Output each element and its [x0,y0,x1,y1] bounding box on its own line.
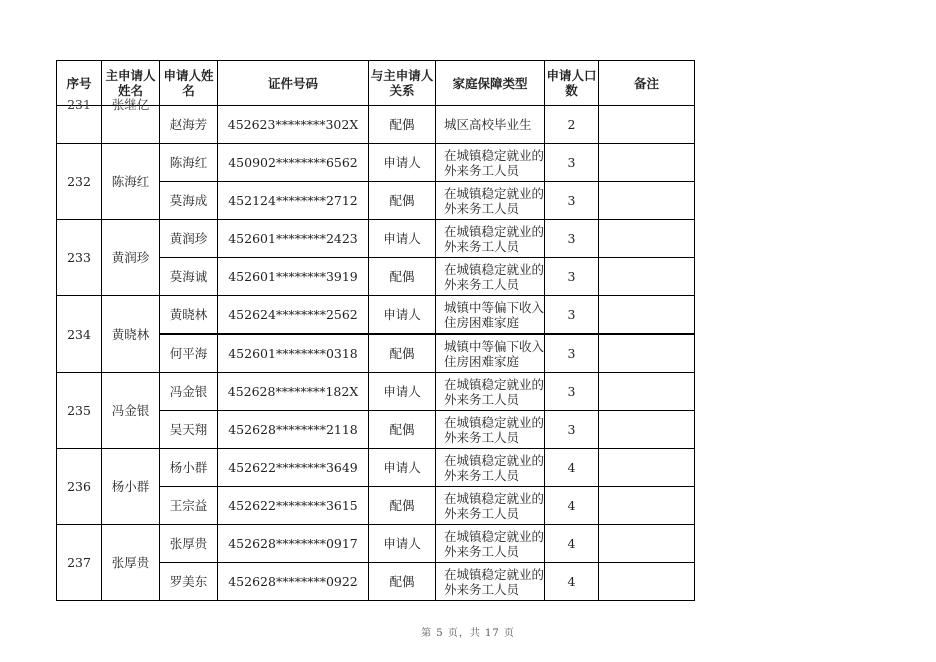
security-type: 在城镇稳定就业的外来务工人员 [436,144,545,182]
security-type: 在城镇稳定就业的外来务工人员 [436,525,545,563]
header-count: 申请人口数 [545,61,599,106]
header-applicant-name: 申请人姓名 [160,61,218,106]
id-number: 452622********3649 [218,449,369,487]
table-row [57,296,695,335]
applicant-name: 黄晓林 [160,296,218,335]
note [599,106,695,144]
security-type: 在城镇稳定就业的外来务工人员 [436,563,545,601]
security-type: 城镇中等偏下收入住房困难家庭 [436,334,545,373]
relation: 配偶 [369,411,436,449]
security-type: 在城镇稳定就业的外来务工人员 [436,449,545,487]
id-number: 452124********2712 [218,182,369,220]
header-type: 家庭保障类型 [436,61,545,106]
group-number: 236 [57,449,102,525]
applicant-name: 杨小群 [160,449,218,487]
group-number [57,97,102,144]
person-count: 4 [545,449,599,487]
header-note: 备注 [599,61,695,106]
note [599,220,695,258]
note [599,449,695,487]
main-applicant-name: 陈海红 [102,144,160,220]
person-count: 3 [545,144,599,182]
relation: 申请人 [369,296,436,335]
id-number: 452622********3615 [218,487,369,525]
person-count: 4 [545,563,599,601]
security-type: 在城镇稳定就业的外来务工人员 [436,182,545,220]
group-number: 235 [57,373,102,449]
group-number: 234 [57,296,102,373]
note [599,334,695,373]
security-type: 在城镇稳定就业的外来务工人员 [436,373,545,411]
id-number: 452628********0917 [218,525,369,563]
main-applicant-name-text: 张继亿 [111,97,150,112]
note [599,296,695,335]
person-count: 3 [545,411,599,449]
id-number: 452628********0922 [218,563,369,601]
applicant-name: 张厚贵 [160,525,218,563]
person-count: 3 [545,182,599,220]
note [599,563,695,601]
security-type: 城镇中等偏下收入住房困难家庭 [436,296,545,335]
header-id-number: 证件号码 [218,61,369,106]
table-row [57,525,695,563]
person-count: 2 [545,106,599,144]
table-row [57,144,695,182]
table-row [57,449,695,487]
person-count: 3 [545,296,599,335]
id-number: 452628********2118 [218,411,369,449]
note [599,144,695,182]
applicant-name: 何平海 [160,334,218,373]
note [599,182,695,220]
header-main-applicant: 主申请人姓名 [102,61,160,106]
person-count: 4 [545,487,599,525]
relation: 配偶 [369,334,436,373]
security-type: 城区高校毕业生 [436,106,545,144]
group-number: 237 [57,525,102,601]
relation: 申请人 [369,144,436,182]
person-count: 3 [545,220,599,258]
main-applicant-name: 冯金银 [102,373,160,449]
id-number: 452601********3919 [218,258,369,296]
relation: 配偶 [369,563,436,601]
id-number: 450902********6562 [218,144,369,182]
note [599,525,695,563]
applicant-name: 罗美东 [160,563,218,601]
relation: 申请人 [369,373,436,411]
id-number: 452601********0318 [218,334,369,373]
applicant-name: 赵海芳 [160,106,218,144]
id-number: 452624********2562 [218,296,369,335]
header-no: 序号 [57,61,102,106]
person-count: 3 [545,258,599,296]
applicant-name: 冯金银 [160,373,218,411]
applicant-table [56,60,695,601]
main-applicant-name [102,97,160,144]
table-row [57,220,695,258]
security-type: 在城镇稳定就业的外来务工人员 [436,411,545,449]
header-relation: 与主申请人关系 [369,61,436,106]
applicant-name: 莫海诚 [160,258,218,296]
relation: 配偶 [369,487,436,525]
main-applicant-name: 黄润珍 [102,220,160,296]
main-applicant-name: 张厚贵 [102,525,160,601]
person-count: 3 [545,373,599,411]
main-applicant-name: 杨小群 [102,449,160,525]
relation: 配偶 [369,106,436,144]
note [599,487,695,525]
applicant-name: 王宗益 [160,487,218,525]
applicant-name: 莫海成 [160,182,218,220]
table-row [57,373,695,411]
relation: 配偶 [369,258,436,296]
security-type: 在城镇稳定就业的外来务工人员 [436,220,545,258]
id-number: 452628********182X [218,373,369,411]
applicant-name: 黄润珍 [160,220,218,258]
applicant-name: 吴天翔 [160,411,218,449]
page-footer: 第 5 页，共 17 页 [421,628,515,639]
security-type: 在城镇稳定就业的外来务工人员 [436,258,545,296]
security-type: 在城镇稳定就业的外来务工人员 [436,487,545,525]
note [599,411,695,449]
relation: 申请人 [369,449,436,487]
person-count: 4 [545,525,599,563]
note [599,373,695,411]
group-number: 233 [57,220,102,296]
relation: 申请人 [369,220,436,258]
id-number: 452601********2423 [218,220,369,258]
applicant-name: 陈海红 [160,144,218,182]
note [599,258,695,296]
relation: 配偶 [369,182,436,220]
main-applicant-name: 黄晓林 [102,296,160,373]
person-count: 3 [545,334,599,373]
id-number: 452623********302X [218,106,369,144]
group-number: 232 [57,144,102,220]
group-number-text: 231 [67,97,91,112]
relation: 申请人 [369,525,436,563]
table-row [57,106,695,144]
